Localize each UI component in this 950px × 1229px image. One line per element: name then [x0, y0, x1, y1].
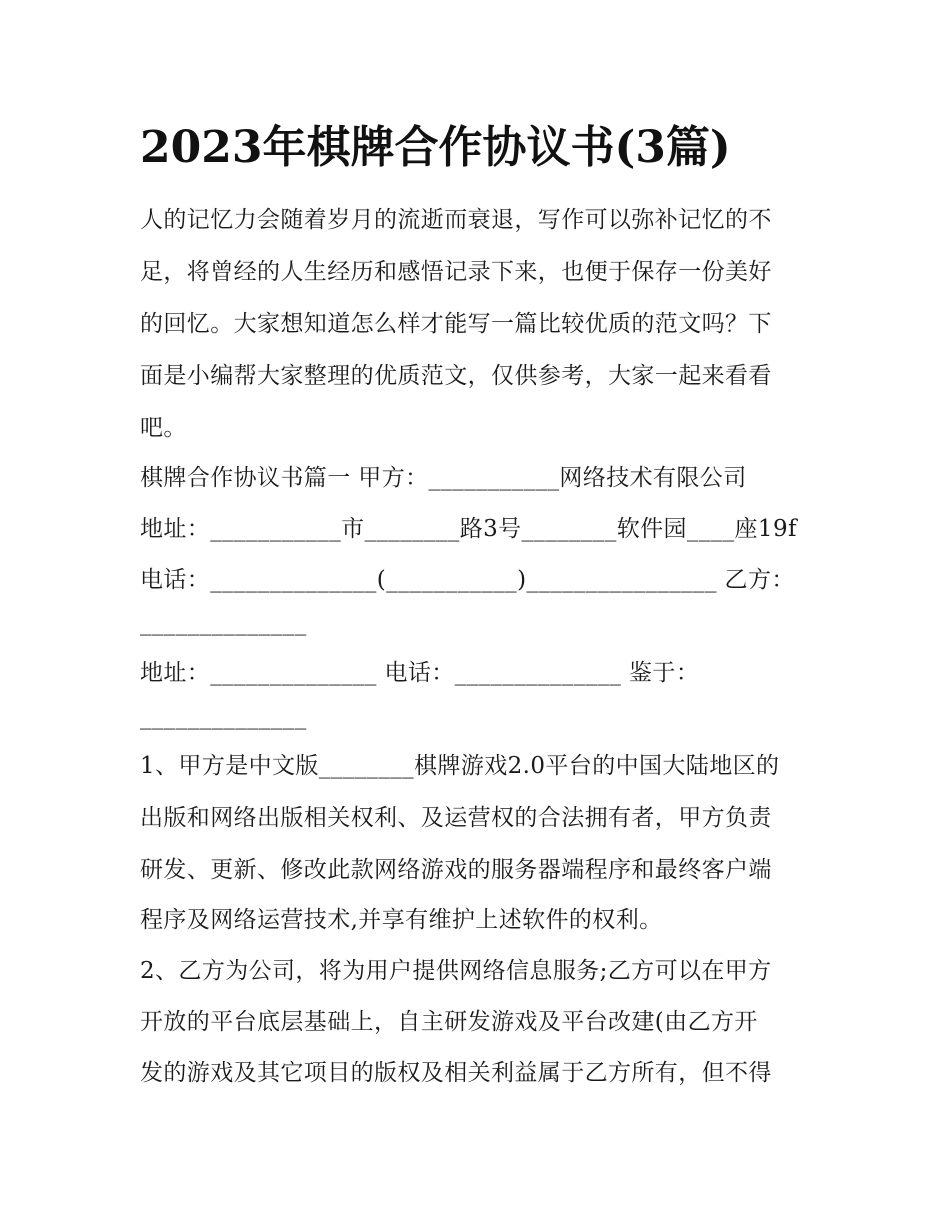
intro-line-4: 面是小编帮大家整理的优质范文，仅供参考，大家一起来看看: [140, 363, 772, 389]
clause-2-line-2: 开放的平台底层基础上，自主研发游戏及平台改建(由乙方开: [140, 1009, 758, 1035]
intro-line-2: 足，将曾经的人生经历和感悟记录下来，也便于保存一份美好: [140, 259, 772, 285]
party-b-name-blank: ______________: [140, 610, 307, 636]
intro-line-5: 吧。: [140, 415, 187, 441]
whereas-blank: ______________: [140, 704, 307, 730]
clause-1-line-3: 研发、更新、修改此款网络游戏的服务器端程序和最终客户端: [140, 857, 772, 883]
clause-2-line-3: 发的游戏及其它项目的版权及相关利益属于乙方所有，但不得: [140, 1060, 772, 1086]
clause-1-line-2: 出版和网络出版相关权利、及运营权的合法拥有者，甲方负责: [140, 805, 772, 831]
intro-line-1: 人的记忆力会随着岁月的流逝而衰退，写作可以弥补记忆的不: [140, 207, 772, 233]
section-heading-party-a: 棋牌合作协议书篇一 甲方：___________网络技术有限公司: [140, 465, 747, 491]
party-a-phone-party-b: 电话：______________(___________)________________ 乙方：: [140, 567, 795, 593]
document-title: 2023年棋牌合作协议书(3篇): [140, 122, 731, 173]
clause-2-line-1: 2、乙方为公司，将为用户提供网络信息服务;乙方可以在甲方: [140, 958, 772, 984]
party-b-address-phone: 地址：______________ 电话：______________ 鉴于：: [140, 660, 700, 686]
intro-line-3: 的回忆。大家想知道怎么样才能写一篇比较优质的范文吗？下: [140, 311, 772, 337]
party-a-address: 地址：___________市________路3号________软件园____座19f: [140, 516, 797, 542]
clause-1-line-4: 程序及网络运营技术,并享有维护上述软件的权利。: [140, 907, 663, 933]
clause-1-line-1: 1、甲方是中文版________棋牌游戏2.0平台的中国大陆地区的: [140, 753, 780, 779]
